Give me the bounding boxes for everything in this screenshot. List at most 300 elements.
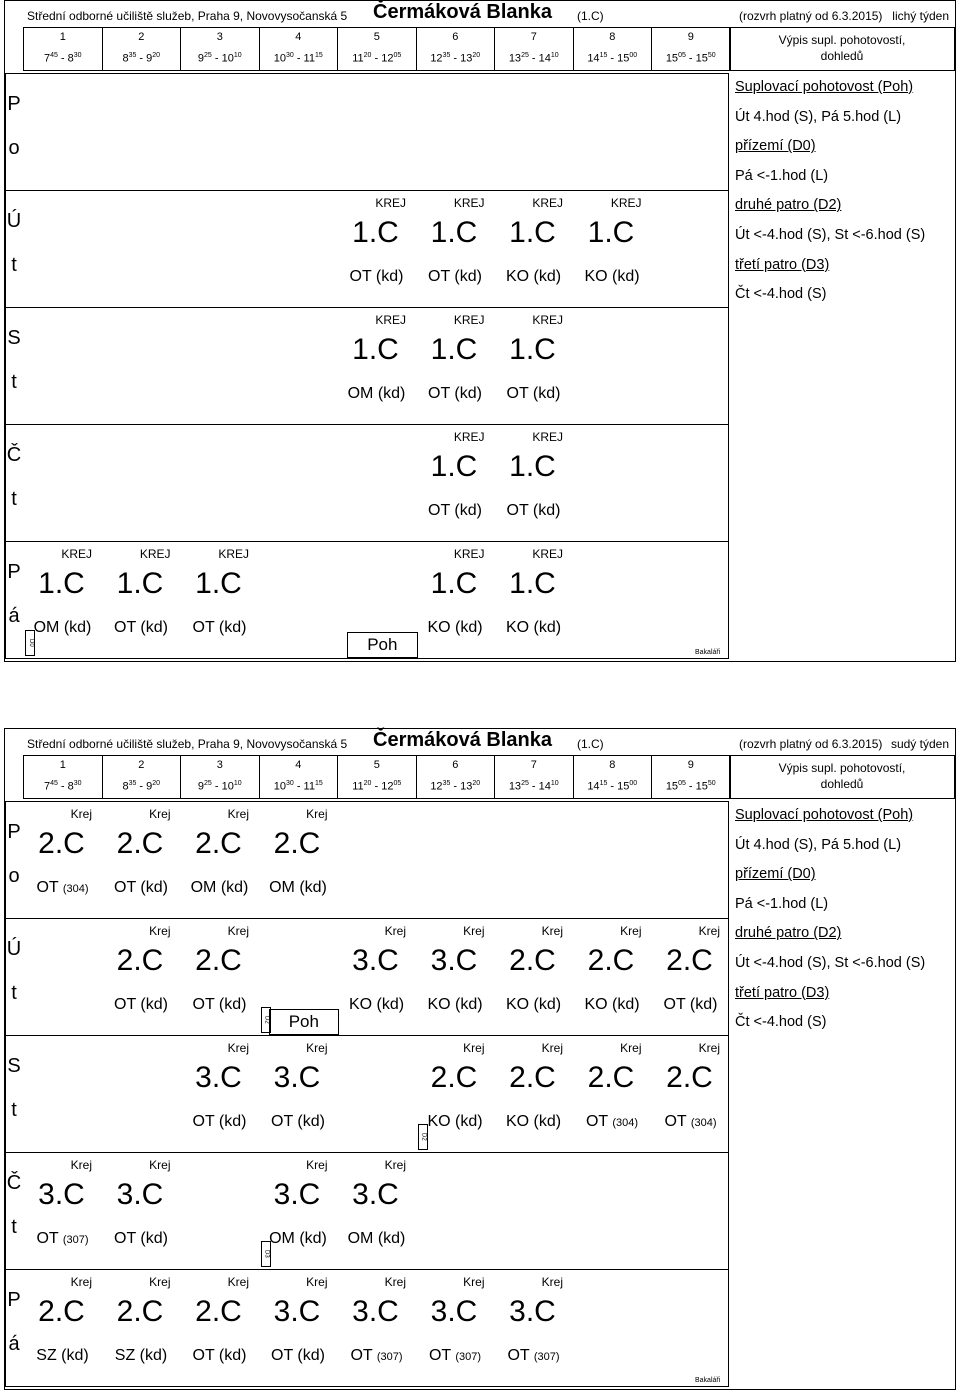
period-number: 9 (687, 759, 694, 771)
period-time-start-min: 05 (678, 52, 686, 59)
lesson-group: Krej (384, 924, 406, 938)
supl-line: třetí patro (D3) (735, 984, 830, 1001)
lesson-subject: OT (kd) (192, 1347, 247, 1364)
supl-list (735, 801, 957, 1038)
lesson-group: KREJ (532, 430, 563, 444)
lesson-class: 2.C (195, 1295, 242, 1328)
lesson-block[interactable] (337, 922, 414, 1030)
lesson-room: (307) (62, 1234, 89, 1246)
lesson-room: (kd) (140, 879, 168, 896)
day-letter: t (11, 488, 17, 510)
period-header (23, 755, 103, 799)
lesson-subject: OM (kd) (269, 879, 327, 896)
lesson-class: 1.C (430, 216, 478, 249)
lesson-group: KREJ (218, 547, 249, 561)
period-header (180, 755, 260, 799)
lesson-room: (kd) (139, 1347, 168, 1364)
period-time: $10^{30} - 11^{15}$ (273, 52, 323, 65)
lesson-block[interactable] (494, 922, 571, 1030)
lesson-group: Krej (306, 1041, 328, 1055)
lesson-block[interactable] (494, 311, 571, 419)
lesson-room: (kd) (61, 1347, 89, 1364)
supl-header (729, 755, 955, 799)
period-time-start-min: 45 (50, 780, 58, 787)
period-time-end-min: 05 (393, 52, 402, 59)
lesson-subject: OT (307) (507, 1347, 560, 1364)
period-time: $11^{20} - 12^{05}$ (352, 52, 402, 65)
period-number: 6 (452, 759, 459, 771)
period-time-start-min: 30 (285, 52, 294, 59)
lesson-room: (kd) (218, 1113, 247, 1130)
school-name: Střední odborné učiliště služeb, Praha 9, Novovysočanská 5 (27, 9, 348, 23)
period-header (494, 755, 574, 799)
lesson-block[interactable] (180, 922, 257, 1030)
lesson-group: Krej (384, 1275, 406, 1289)
lesson-block[interactable] (494, 428, 571, 536)
period-time-end-min: 50 (707, 780, 716, 787)
lesson-block[interactable] (573, 922, 650, 1030)
lesson-group: KREJ (453, 547, 485, 561)
lesson-block[interactable] (337, 1156, 414, 1264)
lesson-class: 1.C (509, 216, 556, 249)
period-time-end-min: 10 (550, 780, 559, 787)
duty-tag: D2 (418, 1124, 428, 1150)
period-header (416, 27, 496, 71)
period-header-row (23, 755, 729, 799)
period-time-start-min: 25 (204, 52, 212, 59)
lesson-class: 1.C (509, 450, 556, 483)
period-number: 1 (59, 759, 66, 771)
lesson-room: (kd) (218, 996, 247, 1013)
lesson-room: (kd) (533, 619, 562, 636)
lesson-block[interactable] (259, 805, 336, 913)
period-time: $11^{20} - 12^{05}$ (352, 780, 402, 793)
lesson-room: (kd) (376, 996, 405, 1013)
duty-tag: D0 (25, 630, 35, 656)
period-header (573, 27, 653, 71)
day-letter: t (11, 982, 17, 1004)
supl-line: Pá <-1.hod (L) (735, 895, 829, 912)
lesson-block[interactable] (337, 311, 414, 419)
lesson-room: (307) (533, 1351, 560, 1363)
lesson-block[interactable] (494, 545, 571, 653)
lesson-subject: OT (304) (36, 879, 89, 896)
period-time-end-min: 50 (707, 52, 716, 59)
period-time-end-min: 10 (233, 52, 242, 59)
day-letter: Ú (6, 210, 22, 232)
day-letter: S (7, 1055, 21, 1077)
lesson-class: 2.C (116, 1295, 164, 1328)
period-header (102, 27, 182, 71)
period-time-start-min: 15 (599, 780, 608, 787)
duty-tag: D2 (261, 1007, 271, 1033)
lesson-block[interactable] (23, 1156, 100, 1264)
lesson-block[interactable] (337, 1273, 414, 1381)
lesson-group: KREJ (61, 547, 92, 561)
period-time-start-min: 35 (128, 780, 137, 787)
lesson-block[interactable] (494, 1273, 571, 1381)
lesson-subject: KO (kd) (427, 619, 483, 636)
lesson-class: 2.C (38, 827, 85, 860)
lesson-subject: KO (kd) (505, 996, 562, 1013)
lesson-room: (kd) (218, 1347, 247, 1364)
lesson-room: (kd) (140, 619, 168, 636)
lesson-room: (kd) (455, 996, 483, 1013)
period-number: 6 (452, 31, 459, 43)
lesson-class: 1.C (352, 216, 399, 249)
lesson-class: 3.C (352, 944, 399, 977)
lesson-room: (kd) (454, 385, 482, 402)
period-time: $13^{25} - 14^{10}$ (508, 780, 559, 793)
lesson-group: Krej (149, 1158, 171, 1172)
supl-line: Čt <-4.hod (S) (735, 286, 827, 303)
lesson-room: (kd) (689, 996, 718, 1013)
lesson-block[interactable] (416, 1273, 493, 1381)
lesson-room: (kd) (220, 879, 249, 896)
period-time-start-min: 25 (204, 780, 212, 787)
lesson-block[interactable] (102, 1156, 179, 1264)
lesson-block[interactable] (180, 1273, 257, 1381)
lesson-subject: SZ (kd) (114, 1347, 168, 1364)
lesson-room: (kd) (612, 996, 640, 1013)
lesson-subject: KO (kd) (427, 996, 483, 1013)
lesson-class: 1.C (509, 333, 556, 366)
valid-from: (rozvrh platný od 6.3.2015) (739, 9, 883, 23)
day-letter: t (11, 371, 17, 393)
lesson-group: Krej (463, 924, 485, 938)
lesson-class: 3.C (430, 944, 478, 977)
period-header (23, 27, 103, 71)
lesson-subject: KO (kd) (348, 996, 405, 1013)
lesson-class: 2.C (509, 1061, 556, 1094)
lesson-subject: OT (kd) (192, 619, 247, 636)
lesson-block[interactable] (416, 922, 493, 1030)
lesson-subject: KO (kd) (584, 268, 640, 285)
period-header (651, 27, 731, 71)
lesson-block[interactable] (573, 1039, 650, 1147)
lesson-group: KREJ (375, 313, 406, 327)
lesson-block[interactable] (651, 922, 728, 1030)
period-number: 9 (687, 31, 694, 43)
period-time: $10^{30} - 11^{15}$ (273, 780, 323, 793)
period-time: $12^{35} - 13^{20}$ (430, 780, 481, 793)
period-number: 2 (138, 759, 145, 771)
lesson-room: (kd) (455, 1113, 483, 1130)
lesson-group: Krej (541, 1041, 563, 1055)
lesson-class: 3.C (352, 1295, 399, 1328)
period-time: $15^{05} - 15^{50}$ (665, 52, 716, 65)
lesson-group: Krej (227, 1275, 249, 1289)
brand-label: Bakaláři (695, 1377, 721, 1384)
lesson-group: Krej (306, 1158, 328, 1172)
lesson-block[interactable] (259, 1273, 336, 1381)
period-time-start-min: 25 (521, 780, 529, 787)
class-label: (1.C) (577, 9, 604, 23)
lesson-group: KREJ (532, 547, 563, 561)
period-time: $8^{35} - 9^{20}$ (122, 52, 161, 65)
lesson-subject: OT (kd) (663, 996, 718, 1013)
lesson-group: Krej (698, 1041, 720, 1055)
lesson-block[interactable] (494, 1039, 571, 1147)
lesson-group: Krej (541, 924, 563, 938)
lesson-class: 2.C (116, 944, 164, 977)
lesson-subject: OT (kd) (192, 1113, 247, 1130)
brand-label: Bakaláři (695, 649, 721, 656)
day-letter: P (7, 93, 21, 115)
school-name: Střední odborné učiliště služeb, Praha 9, Novovysočanská 5 (27, 737, 348, 751)
lesson-subject: KO (kd) (505, 619, 562, 636)
lesson-group: KREJ (532, 313, 563, 327)
day-letter: P (7, 561, 21, 583)
period-time-end-min: 20 (152, 52, 161, 59)
lesson-block[interactable] (494, 194, 571, 302)
valid-from: (rozvrh platný od 6.3.2015) (739, 737, 883, 751)
period-header (651, 755, 731, 799)
teacher-name: Čermáková Blanka (373, 1, 552, 23)
period-time-start-min: 15 (599, 52, 608, 59)
period-time-end-min: 10 (550, 52, 559, 59)
lesson-room: (kd) (297, 1347, 325, 1364)
lesson-group: Krej (149, 807, 171, 821)
period-time-end-min: 30 (73, 780, 82, 787)
period-time: $7^{45} - 8^{30}$ (43, 780, 82, 793)
period-number: 5 (373, 759, 380, 771)
period-time-end-min: 15 (314, 780, 323, 787)
supl-line: přízemí (D0) (735, 866, 816, 883)
lesson-class: 1.C (587, 216, 635, 249)
lesson-room: (304) (62, 883, 89, 895)
lesson-class: 3.C (509, 1295, 556, 1328)
lesson-block[interactable] (416, 428, 493, 536)
period-time-end-min: 05 (393, 780, 402, 787)
lesson-subject: OM (kd) (33, 619, 92, 636)
lesson-subject: OT (kd) (428, 385, 482, 402)
period-header (337, 755, 417, 799)
period-time-start-min: 20 (363, 52, 372, 59)
period-header (573, 755, 653, 799)
supl-line: Suplovací pohotovost (Poh) (735, 807, 914, 823)
lesson-subject: OT (307) (36, 1230, 89, 1247)
lesson-block[interactable] (416, 545, 493, 653)
lesson-class: 2.C (666, 1061, 713, 1094)
period-time: $9^{25} - 10^{10}$ (197, 780, 242, 793)
day-letter: Č (6, 444, 22, 466)
period-time-end-min: 00 (629, 780, 638, 787)
lesson-block[interactable] (180, 1039, 257, 1147)
lesson-block[interactable] (102, 922, 179, 1030)
supl-line: třetí patro (D3) (735, 256, 830, 273)
lesson-room: (kd) (454, 268, 482, 285)
period-time: $7^{45} - 8^{30}$ (43, 52, 82, 65)
lesson-subject: OT (kd) (428, 502, 482, 519)
lesson-room: (kd) (140, 1230, 168, 1247)
day-letter: P (7, 821, 21, 843)
lesson-room: (kd) (532, 502, 561, 519)
lesson-subject: OT (kd) (428, 268, 482, 285)
supl-line: Čt <-4.hod (S) (735, 1014, 827, 1031)
lesson-room: (kd) (299, 1230, 327, 1247)
lesson-group: KREJ (453, 430, 485, 444)
lesson-group: KREJ (532, 196, 563, 210)
lesson-subject: KO (kd) (505, 268, 562, 285)
timetable-sheet (4, 728, 956, 1390)
lesson-group: Krej (541, 1275, 563, 1289)
week-label: sudý týden (890, 737, 949, 751)
supl-line: Út <-4.hod (S), St <-6.hod (S) (735, 226, 926, 243)
lesson-block[interactable] (23, 805, 100, 913)
supl-line: Út 4.hod (S), Pá 5.hod (L) (735, 836, 902, 853)
lesson-class: 3.C (352, 1178, 399, 1211)
period-time-end-min: 10 (233, 780, 242, 787)
lesson-group: Krej (70, 1275, 92, 1289)
period-number: 8 (609, 759, 616, 771)
lesson-class: 3.C (273, 1295, 321, 1328)
lesson-subject: OT (304) (664, 1113, 717, 1130)
lesson-group: Krej (306, 1275, 328, 1289)
lesson-group: Krej (70, 807, 92, 821)
period-time-start-min: 20 (363, 780, 372, 787)
period-header (337, 27, 417, 71)
lesson-class: 1.C (195, 567, 242, 600)
day-row (5, 73, 729, 191)
period-time: $12^{35} - 13^{20}$ (430, 52, 481, 65)
period-time-start-min: 45 (50, 52, 58, 59)
lesson-subject: KO (kd) (505, 1113, 562, 1130)
day-row (5, 424, 729, 542)
lesson-room: (kd) (299, 879, 327, 896)
lesson-class: 2.C (38, 1295, 85, 1328)
supl-line: Suplovací pohotovost (Poh) (735, 79, 914, 95)
day-letter: t (11, 254, 17, 276)
lesson-subject: OT (kd) (506, 385, 561, 402)
period-number: 5 (373, 31, 380, 43)
period-time-end-min: 20 (152, 780, 161, 787)
lesson-room: (kd) (454, 502, 482, 519)
lesson-room: (kd) (377, 1230, 406, 1247)
lesson-room: (kd) (612, 268, 640, 285)
lesson-subject: OM (kd) (347, 385, 406, 402)
supl-line: přízemí (D0) (735, 138, 816, 155)
lesson-group: Krej (70, 1158, 92, 1172)
period-time-start-min: 30 (285, 780, 294, 787)
lesson-room: (kd) (63, 619, 92, 636)
lesson-room: (kd) (455, 619, 483, 636)
lesson-class: 3.C (195, 1061, 242, 1094)
lesson-class: 1.C (430, 333, 478, 366)
lesson-subject: OT (kd) (349, 268, 404, 285)
period-number: 7 (530, 31, 537, 43)
lesson-room: (kd) (297, 1113, 325, 1130)
supl-line: Út <-4.hod (S), St <-6.hod (S) (735, 954, 926, 971)
lesson-subject: SZ (kd) (36, 1347, 89, 1364)
lesson-block[interactable] (102, 1273, 179, 1381)
lesson-room: (kd) (533, 268, 562, 285)
lesson-class: 3.C (38, 1178, 85, 1211)
lesson-class: 3.C (273, 1178, 321, 1211)
period-number: 4 (295, 31, 302, 43)
supl-line: Út 4.hod (S), Pá 5.hod (L) (735, 108, 902, 125)
lesson-room: (kd) (533, 1113, 562, 1130)
period-header (494, 27, 574, 71)
lesson-group: Krej (463, 1041, 485, 1055)
period-header (259, 27, 339, 71)
day-letter: Ú (6, 938, 22, 960)
period-time-end-min: 00 (629, 52, 638, 59)
lesson-class: 3.C (430, 1295, 478, 1328)
period-header-row (23, 27, 729, 71)
period-time-start-min: 05 (678, 780, 686, 787)
lesson-block[interactable] (259, 1039, 336, 1147)
period-time: $8^{35} - 9^{20}$ (122, 780, 161, 793)
lesson-block[interactable] (102, 805, 179, 913)
duty-tag: D3 (261, 1241, 271, 1267)
lesson-group: Krej (384, 1158, 406, 1172)
day-letter: t (11, 1216, 17, 1238)
lesson-class: 1.C (38, 567, 85, 600)
lesson-class: 3.C (116, 1178, 164, 1211)
lesson-subject: OM (kd) (190, 879, 249, 896)
lesson-block[interactable] (102, 545, 179, 653)
lesson-group: KREJ (375, 196, 406, 210)
day-letter: á (8, 605, 20, 627)
timetable-sheet (4, 0, 956, 662)
day-letter: o (8, 137, 20, 159)
lesson-room: (307) (376, 1351, 403, 1363)
period-time: $14^{15} - 15^{00}$ (587, 52, 638, 65)
period-header (416, 755, 496, 799)
day-letter: Č (6, 1172, 22, 1194)
period-time-end-min: 20 (472, 52, 481, 59)
lesson-room: (304) (690, 1117, 717, 1129)
lesson-group: Krej (620, 1041, 642, 1055)
lesson-class: 2.C (116, 827, 164, 860)
lesson-block[interactable] (573, 194, 650, 302)
suplovaci-pohotovost: Poh (347, 632, 418, 658)
lesson-class: 2.C (430, 1061, 478, 1094)
period-time-end-min: 20 (472, 780, 481, 787)
lesson-block[interactable] (337, 194, 414, 302)
period-time-start-min: 25 (521, 52, 529, 59)
week-label: lichý týden (892, 9, 949, 23)
lesson-room: (kd) (375, 268, 404, 285)
lesson-class: 2.C (509, 944, 556, 977)
period-number: 8 (609, 31, 616, 43)
lesson-class: 2.C (273, 827, 321, 860)
lesson-block[interactable] (180, 805, 257, 913)
period-number: 1 (59, 31, 66, 43)
period-number: 7 (530, 759, 537, 771)
lesson-subject: OM (kd) (269, 1230, 327, 1247)
day-letter: á (8, 1333, 20, 1355)
lesson-subject: OM (kd) (347, 1230, 406, 1247)
supl-header-text: Výpis supl. pohotovostí, dohledů (778, 33, 906, 63)
lesson-block[interactable] (651, 1039, 728, 1147)
sheet-header (5, 1, 955, 25)
lesson-block[interactable] (180, 545, 257, 653)
lesson-block[interactable] (416, 194, 493, 302)
lesson-class: 2.C (195, 944, 242, 977)
period-number: 3 (216, 759, 223, 771)
lesson-block[interactable] (416, 311, 493, 419)
lesson-class: 1.C (116, 567, 164, 600)
lesson-group: KREJ (453, 313, 485, 327)
supl-line: druhé patro (D2) (735, 197, 842, 214)
lesson-subject: OT (kd) (114, 1230, 168, 1247)
lesson-class: 1.C (430, 450, 478, 483)
lesson-block[interactable] (23, 1273, 100, 1381)
lesson-subject: OT (307) (350, 1347, 403, 1364)
supl-list (735, 73, 957, 310)
